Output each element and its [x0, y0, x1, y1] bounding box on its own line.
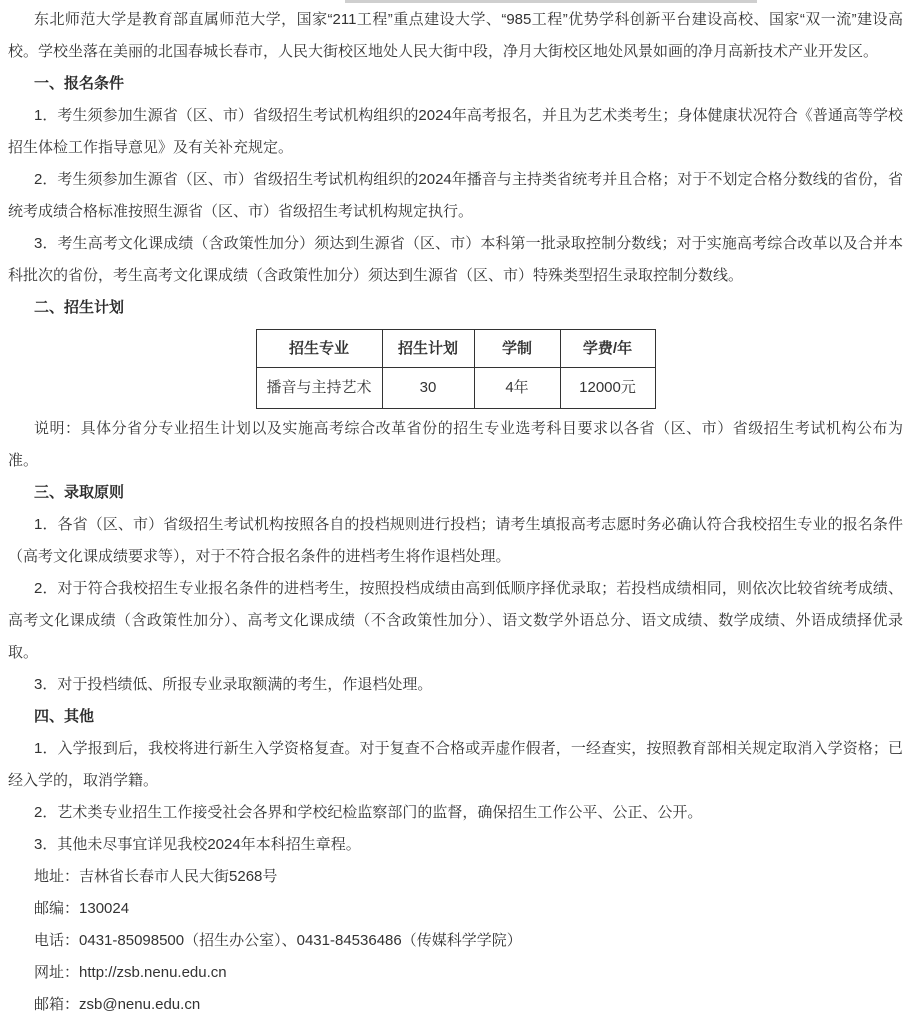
section-heading-others: 四、其他 — [34, 708, 95, 725]
contact-phone-value: 0431-85098500（招生办公室）、0431-84536486（传媒科学学院） — [79, 932, 522, 949]
table-cell-tuition: 12000元 — [560, 368, 655, 409]
table-cell-duration: 4年 — [474, 368, 560, 409]
table-cell-plan: 30 — [382, 368, 474, 409]
other-item: 2．艺术类专业招生工作接受社会各界和学校纪检监察部门的监督，确保招生工作公平、公正、公开。 — [34, 804, 703, 821]
admission-principle-item: 2．对于符合我校招生专业报名条件的进档考生，按照投档成绩由高到低顺序择优录取；若投档成绩相同，则依次比较省统考成绩、高考文化课成绩（含政策性加分）、高考文化课成绩（不含政策性加分）、语文数学外语总分、语文成绩、数学成绩、外语成绩择优录取。 — [8, 580, 903, 661]
contact-email — [8, 989, 903, 1021]
other-item: 1．入学报到后，我校将进行新生入学资格复查。对于复查不合格或弄虚作假者，一经查实，按照教育部相关规定取消入学资格；已经入学的，取消学籍。 — [8, 740, 903, 789]
enrollment-plan-note: 说明：具体分省分专业招生计划以及实施高考综合改革省份的招生专业选考科目要求以各省（区、市）省级招生考试机构公布为准。 — [8, 420, 903, 469]
contact-address-value: 吉林省长春市人民大街5268号 — [79, 868, 278, 885]
registration-condition-item: 1．考生须参加生源省（区、市）省级招生考试机构组织的2024年高考报名，并且为艺术类考生；身体健康状况符合《普通高等学校招生体检工作指导意见》及有关补充规定。 — [8, 107, 903, 156]
enrollment-plan-table — [256, 329, 656, 409]
contact-email-value: zsb@nenu.edu.cn — [79, 996, 201, 1013]
registration-condition-item: 3．考生高考文化课成绩（含政策性加分）须达到生源省（区、市）本科第一批录取控制分数线；对于实施高考综合改革以及合并本科批次的省份，考生高考文化课成绩（含政策性加分）须达到生源省（区、市）特殊类型招生录取控制分数线。 — [8, 235, 903, 284]
intro-paragraph: 东北师范大学是教育部直属师范大学，国家“211工程”重点建设大学、“985工程”优势学科创新平台建设高校、国家“双一流”建设高校。学校坐落在美丽的北国春城长春市，人民大街校区地处人民大街中段，净月大街校区地处风景如画的净月高新技术产业开发区。 — [8, 11, 903, 60]
contact-address-label: 地址： — [34, 868, 80, 885]
table-cell-major: 播音与主持艺术 — [256, 368, 382, 409]
table-header-row — [256, 330, 655, 368]
section-heading-admission-principles: 三、录取原则 — [34, 484, 125, 501]
cutoff-title-fragment — [345, 0, 757, 3]
contact-website-value: http://zsb.nenu.edu.cn — [79, 964, 227, 981]
table-header-duration: 学制 — [474, 330, 560, 368]
table-header-plan: 招生计划 — [382, 330, 474, 368]
section-heading-registration-conditions: 一、报名条件 — [34, 75, 125, 92]
contact-postcode — [8, 893, 903, 925]
registration-condition-item: 2．考生须参加生源省（区、市）省级招生考试机构组织的2024年播音与主持类省统考并且合格；对于不划定合格分数线的省份，省统考成绩合格标准按照生源省（区、市）省级招生考试机构规定执行。 — [8, 171, 903, 220]
admission-principle-item: 1．各省（区、市）省级招生考试机构按照各自的投档规则进行投档；请考生填报高考志愿时务必确认符合我校招生专业的报名条件（高考文化课成绩要求等），对于不符合报名条件的进档考生将作退档处理。 — [8, 516, 903, 565]
enrollment-plan-table-container — [8, 324, 903, 413]
section-heading-enrollment-plan: 二、招生计划 — [34, 299, 125, 316]
contact-phone — [8, 925, 903, 957]
contact-email-label: 邮箱： — [34, 996, 80, 1013]
contact-postcode-value: 130024 — [79, 900, 130, 917]
other-item: 3．其他未尽事宜详见我校2024年本科招生章程。 — [34, 836, 361, 853]
contact-address — [8, 861, 903, 893]
contact-website — [8, 957, 903, 989]
contact-phone-label: 电话： — [34, 932, 80, 949]
table-header-major: 招生专业 — [256, 330, 382, 368]
admission-principle-item: 3．对于投档绩低、所报专业录取额满的考生，作退档处理。 — [34, 676, 433, 693]
contact-website-label: 网址： — [34, 964, 80, 981]
table-header-tuition: 学费/年 — [560, 330, 655, 368]
table-row — [256, 368, 655, 409]
contact-postcode-label: 邮编： — [34, 900, 80, 917]
